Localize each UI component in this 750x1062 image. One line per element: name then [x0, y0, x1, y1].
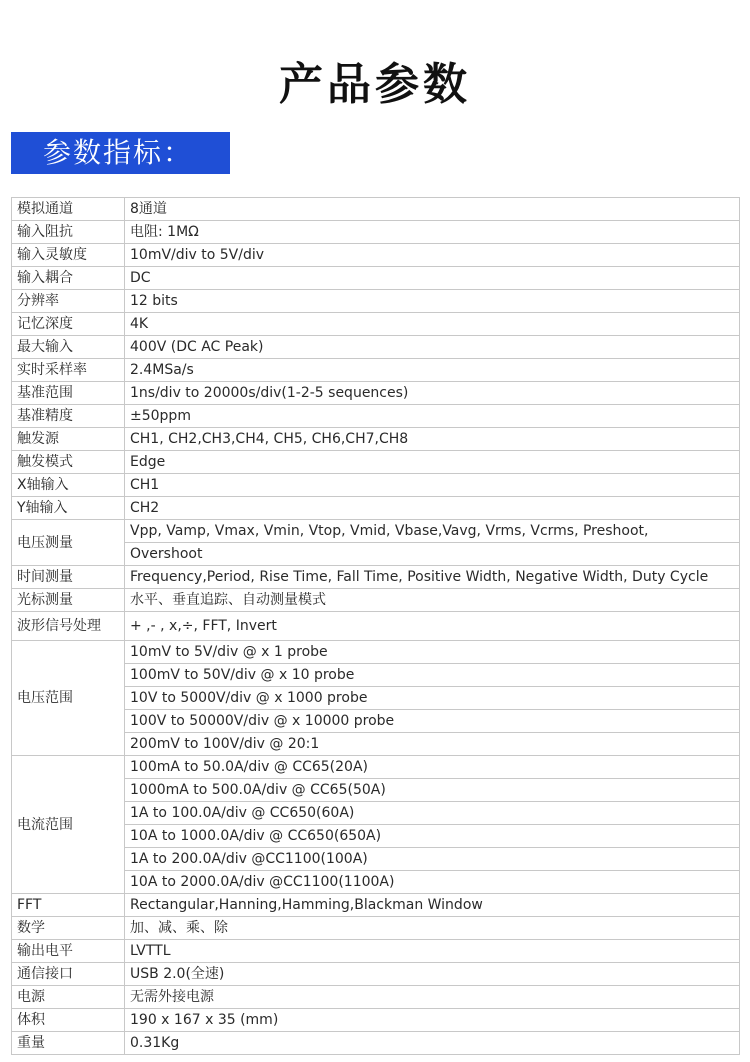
spec-value: + ,- , x,÷, FFT, Invert [125, 612, 740, 641]
spec-value-line: Overshoot [125, 543, 740, 566]
spec-value: 8通道 [125, 198, 740, 221]
spec-row [12, 382, 740, 405]
spec-label: 重量 [12, 1032, 125, 1055]
spec-label: 输入耦合 [12, 267, 125, 290]
spec-label: 通信接口 [12, 963, 125, 986]
spec-value: 无需外接电源 [125, 986, 740, 1009]
spec-row [12, 336, 740, 359]
spec-value: CH2 [125, 497, 740, 520]
spec-value: 2.4MSa/s [125, 359, 740, 382]
spec-value-line: Vpp, Vamp, Vmax, Vmin, Vtop, Vmid, Vbase,Vavg, Vrms, Vcrms, Preshoot, [125, 520, 740, 543]
spec-value: Rectangular,Hanning,Hamming,Blackman Window [125, 894, 740, 917]
spec-row [12, 894, 740, 917]
spec-value: 190 x 167 x 35 (mm) [125, 1009, 740, 1032]
spec-value-line: 10A to 1000.0A/div @ CC650(650A) [125, 825, 740, 848]
spec-label: 输入灵敏度 [12, 244, 125, 267]
spec-label: 电流范围 [12, 756, 125, 894]
spec-row [12, 497, 740, 520]
spec-label: 电压测量 [12, 520, 125, 566]
spec-value-line: 100V to 50000V/div @ x 10000 probe [125, 710, 740, 733]
spec-row [12, 359, 740, 382]
spec-value: 0.31Kg [125, 1032, 740, 1055]
spec-value: 1ns/div to 20000s/div(1-2-5 sequences) [125, 382, 740, 405]
spec-value: DC [125, 267, 740, 290]
spec-label: 电源 [12, 986, 125, 1009]
spec-value-line: 1000mA to 500.0A/div @ CC65(50A) [125, 779, 740, 802]
spec-label: 基准范围 [12, 382, 125, 405]
spec-label: 波形信号处理 [12, 612, 125, 641]
spec-row [12, 428, 740, 451]
spec-row [12, 1009, 740, 1032]
spec-label: 最大输入 [12, 336, 125, 359]
spec-label: 触发模式 [12, 451, 125, 474]
spec-value: ±50ppm [125, 405, 740, 428]
spec-row [12, 313, 740, 336]
section-heading: 参数指标： [11, 132, 230, 174]
spec-label: 模拟通道 [12, 198, 125, 221]
spec-label: 基准精度 [12, 405, 125, 428]
spec-table [11, 197, 740, 1055]
spec-label: 输入阻抗 [12, 221, 125, 244]
spec-value-line: 200mV to 100V/div @ 20:1 [125, 733, 740, 756]
spec-row [12, 1032, 740, 1055]
spec-value: 水平、垂直追踪、自动测量模式 [125, 589, 740, 612]
spec-row [12, 405, 740, 428]
spec-value-line: 1A to 200.0A/div @CC1100(100A) [125, 848, 740, 871]
spec-label: 数学 [12, 917, 125, 940]
spec-value: CH1, CH2,CH3,CH4, CH5, CH6,CH7,CH8 [125, 428, 740, 451]
page-title: 产品参数 [279, 59, 471, 110]
spec-label: 体积 [12, 1009, 125, 1032]
spec-label: 光标测量 [12, 589, 125, 612]
spec-value: 加、减、乘、除 [125, 917, 740, 940]
spec-label: 输出电平 [12, 940, 125, 963]
spec-row [12, 221, 740, 244]
spec-row [12, 589, 740, 612]
spec-label: 实时采样率 [12, 359, 125, 382]
spec-row [12, 451, 740, 474]
spec-value: 4K [125, 313, 740, 336]
spec-row [12, 963, 740, 986]
spec-label: 触发源 [12, 428, 125, 451]
spec-row [12, 244, 740, 267]
spec-value: 10mV/div to 5V/div [125, 244, 740, 267]
spec-value: Edge [125, 451, 740, 474]
spec-value: 12 bits [125, 290, 740, 313]
spec-value: 400V (DC AC Peak) [125, 336, 740, 359]
spec-row [12, 940, 740, 963]
spec-value: USB 2.0(全速) [125, 963, 740, 986]
spec-label: 电压范围 [12, 641, 125, 756]
spec-value-line: 10A to 2000.0A/div @CC1100(1100A) [125, 871, 740, 894]
spec-row [12, 566, 740, 589]
spec-label: 记忆深度 [12, 313, 125, 336]
spec-value-line: 10V to 5000V/div @ x 1000 probe [125, 687, 740, 710]
spec-value-line: 100mV to 50V/div @ x 10 probe [125, 664, 740, 687]
spec-value: CH1 [125, 474, 740, 497]
spec-row [12, 290, 740, 313]
spec-row [12, 986, 740, 1009]
spec-label: 时间测量 [12, 566, 125, 589]
spec-row [12, 917, 740, 940]
spec-value-line: 100mA to 50.0A/div @ CC65(20A) [125, 756, 740, 779]
spec-row [12, 198, 740, 221]
spec-value: Frequency,Period, Rise Time, Fall Time, Positive Width, Negative Width, Duty Cycle [125, 566, 740, 589]
spec-row-voltage-measure [12, 520, 740, 543]
spec-label: 分辨率 [12, 290, 125, 313]
spec-label: Y轴输入 [12, 497, 125, 520]
spec-row-current-range [12, 756, 740, 779]
spec-label: X轴输入 [12, 474, 125, 497]
spec-row [12, 267, 740, 290]
spec-value-line: 10mV to 5V/div @ x 1 probe [125, 641, 740, 664]
spec-value: LVTTL [125, 940, 740, 963]
spec-value: 电阻: 1MΩ [125, 221, 740, 244]
spec-row-voltage-range [12, 641, 740, 664]
spec-value-line: 1A to 100.0A/div @ CC650(60A) [125, 802, 740, 825]
spec-label: FFT [12, 894, 125, 917]
spec-row [12, 612, 740, 641]
spec-row [12, 474, 740, 497]
